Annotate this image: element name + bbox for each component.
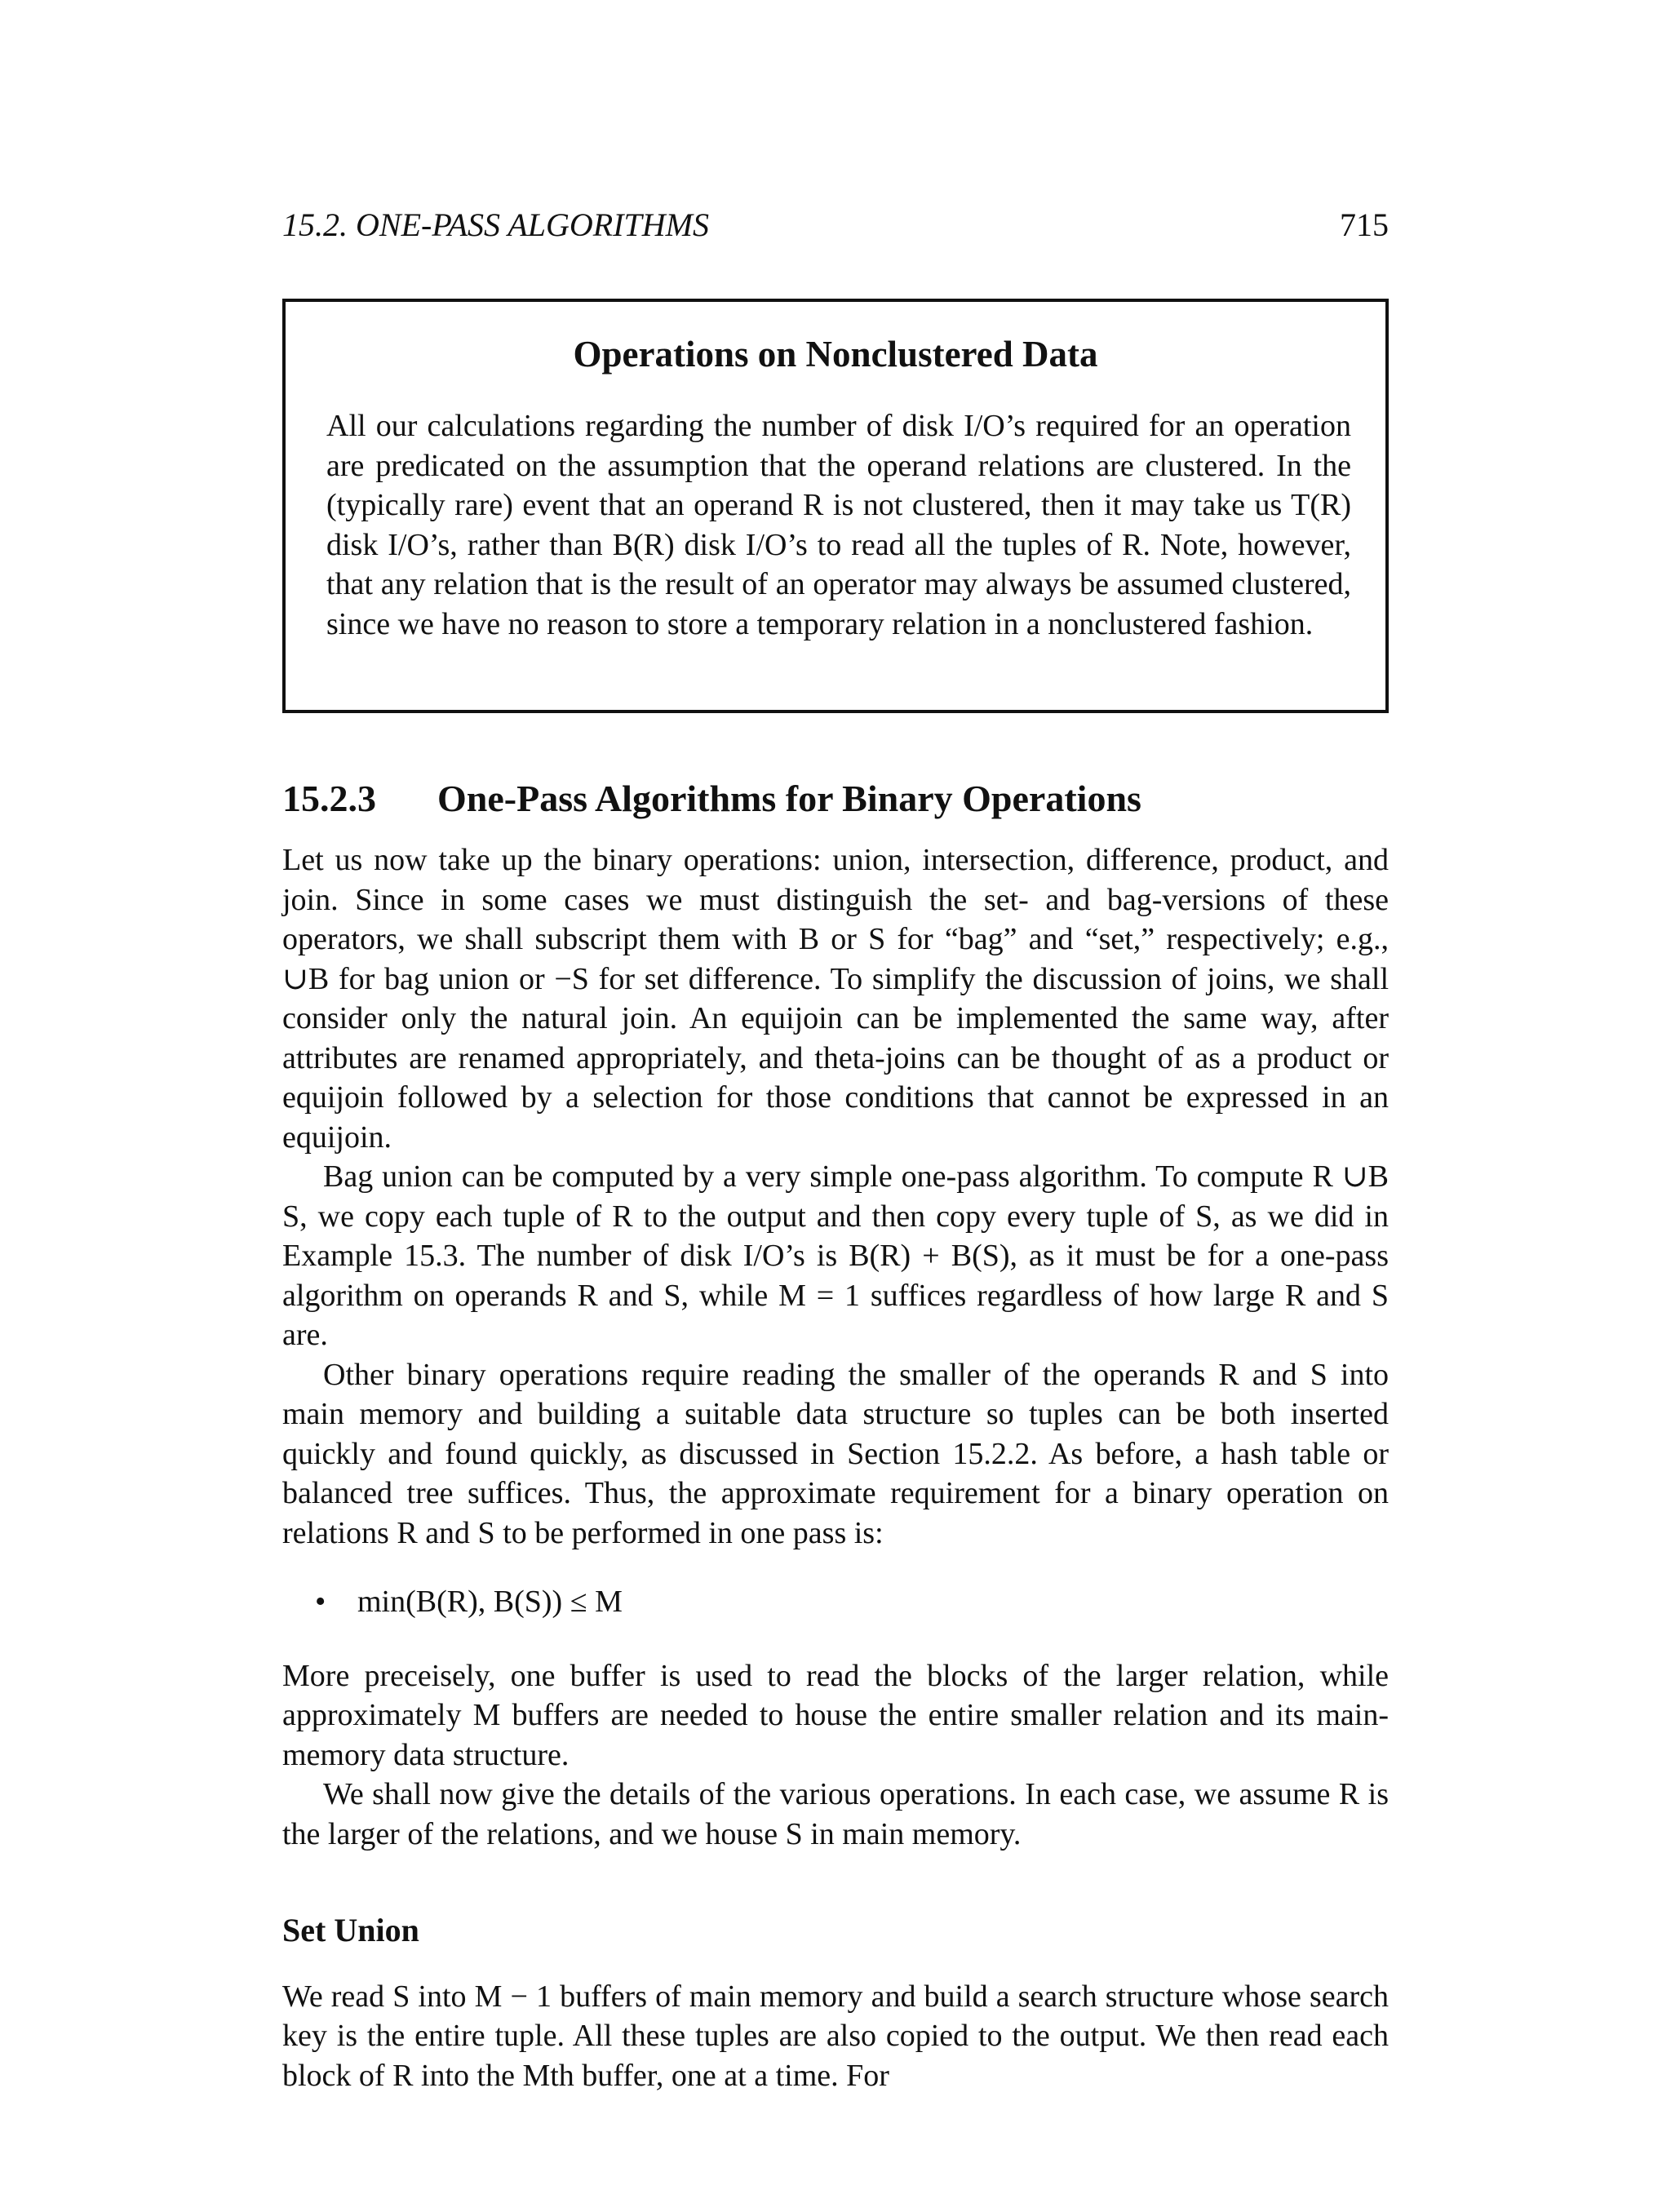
paragraph: Other binary operations require reading the smaller of the operands R and S into main memory and building a suitable data structure so tuples can be both inserted quickly and found quickly, as discussed in Section 15.2.2. As before, a hash table or balanced tree suffices. Thus, the approximate requirement for a binary operation on relations R and S to be performed in one pass is: <box>282 1357 1389 1550</box>
running-head-section-title: 15.2. ONE-PASS ALGORITHMS <box>282 206 709 243</box>
section-title: One-Pass Algorithms for Binary Operations <box>437 778 1141 819</box>
box-body: All our calculations regarding the number of disk I/O’s required for an operation are predicated on the assumption that the operand relations are clustered. In the (typically rare) event that an operand R is not clustered, then it may take us T(R) disk I/O’s, rather than B(R) disk I/O’s to read all the tuples of R. Note, however, that any relation that is the result of an operator may always be assumed clustered, since we have no reason to store a temporary relation in a nonclustered fashion. <box>326 409 1351 641</box>
paragraph: We shall now give the details of the various operations. In each case, we assume R is the larger of the relations, and we house S in main memory. <box>282 1777 1389 1851</box>
box-title: Operations on Nonclustered Data <box>573 334 1098 375</box>
paragraph: Bag union can be computed by a very simple one-pass algorithm. To compute R ∪B S, we copy each tuple of R to the output and then copy every tuple of S, as we did in Example 15.3. The number of disk I/O’s is B(R) + B(S), as it must be for a one-pass algorithm on operands R and S, while M = 1 suffices regardless of how large R and S are. <box>282 1159 1389 1352</box>
subsection-heading: Set Union <box>282 1912 419 1948</box>
section-heading <box>282 777 1389 820</box>
bullet-item <box>315 1582 1389 1622</box>
paragraph: More preceisely, one buffer is used to read the blocks of the larger relation, while approximately M buffers are needed to house the entire smaller relation and its main-memory data structure. <box>282 1658 1389 1772</box>
sidebar-box <box>282 299 1389 713</box>
page-number: 715 <box>1340 206 1389 243</box>
section-number: 15.2.3 <box>282 778 376 819</box>
bullet-marker: • <box>315 1585 326 1619</box>
bullet-formula: min(B(R), B(S)) ≤ M <box>357 1585 623 1619</box>
paragraph: Let us now take up the binary operations: union, intersection, difference, product, and join. Since in some cases we must distinguish the set- and bag-versions of these operators, we shall subscript them with B or S for “bag” and “set,” respectively; e.g., ∪B for bag union or −S for set difference. To simplify the discussion of joins, we shall consider only the natural join. An equijoin can be implemented the same way, after attributes are renamed appropriately, and theta-joins can be thought of as a product or equijoin followed by a selection for those conditions that cannot be expressed in an equijoin. <box>282 843 1389 1155</box>
running-head <box>282 206 1389 255</box>
paragraph: We read S into M − 1 buffers of main memory and build a search structure whose search key is the entire tuple. All these tuples are also copied to the output. We then read each block of R into the Mth buffer, one at a time. For <box>282 1979 1389 2093</box>
body-text <box>282 840 1389 2095</box>
